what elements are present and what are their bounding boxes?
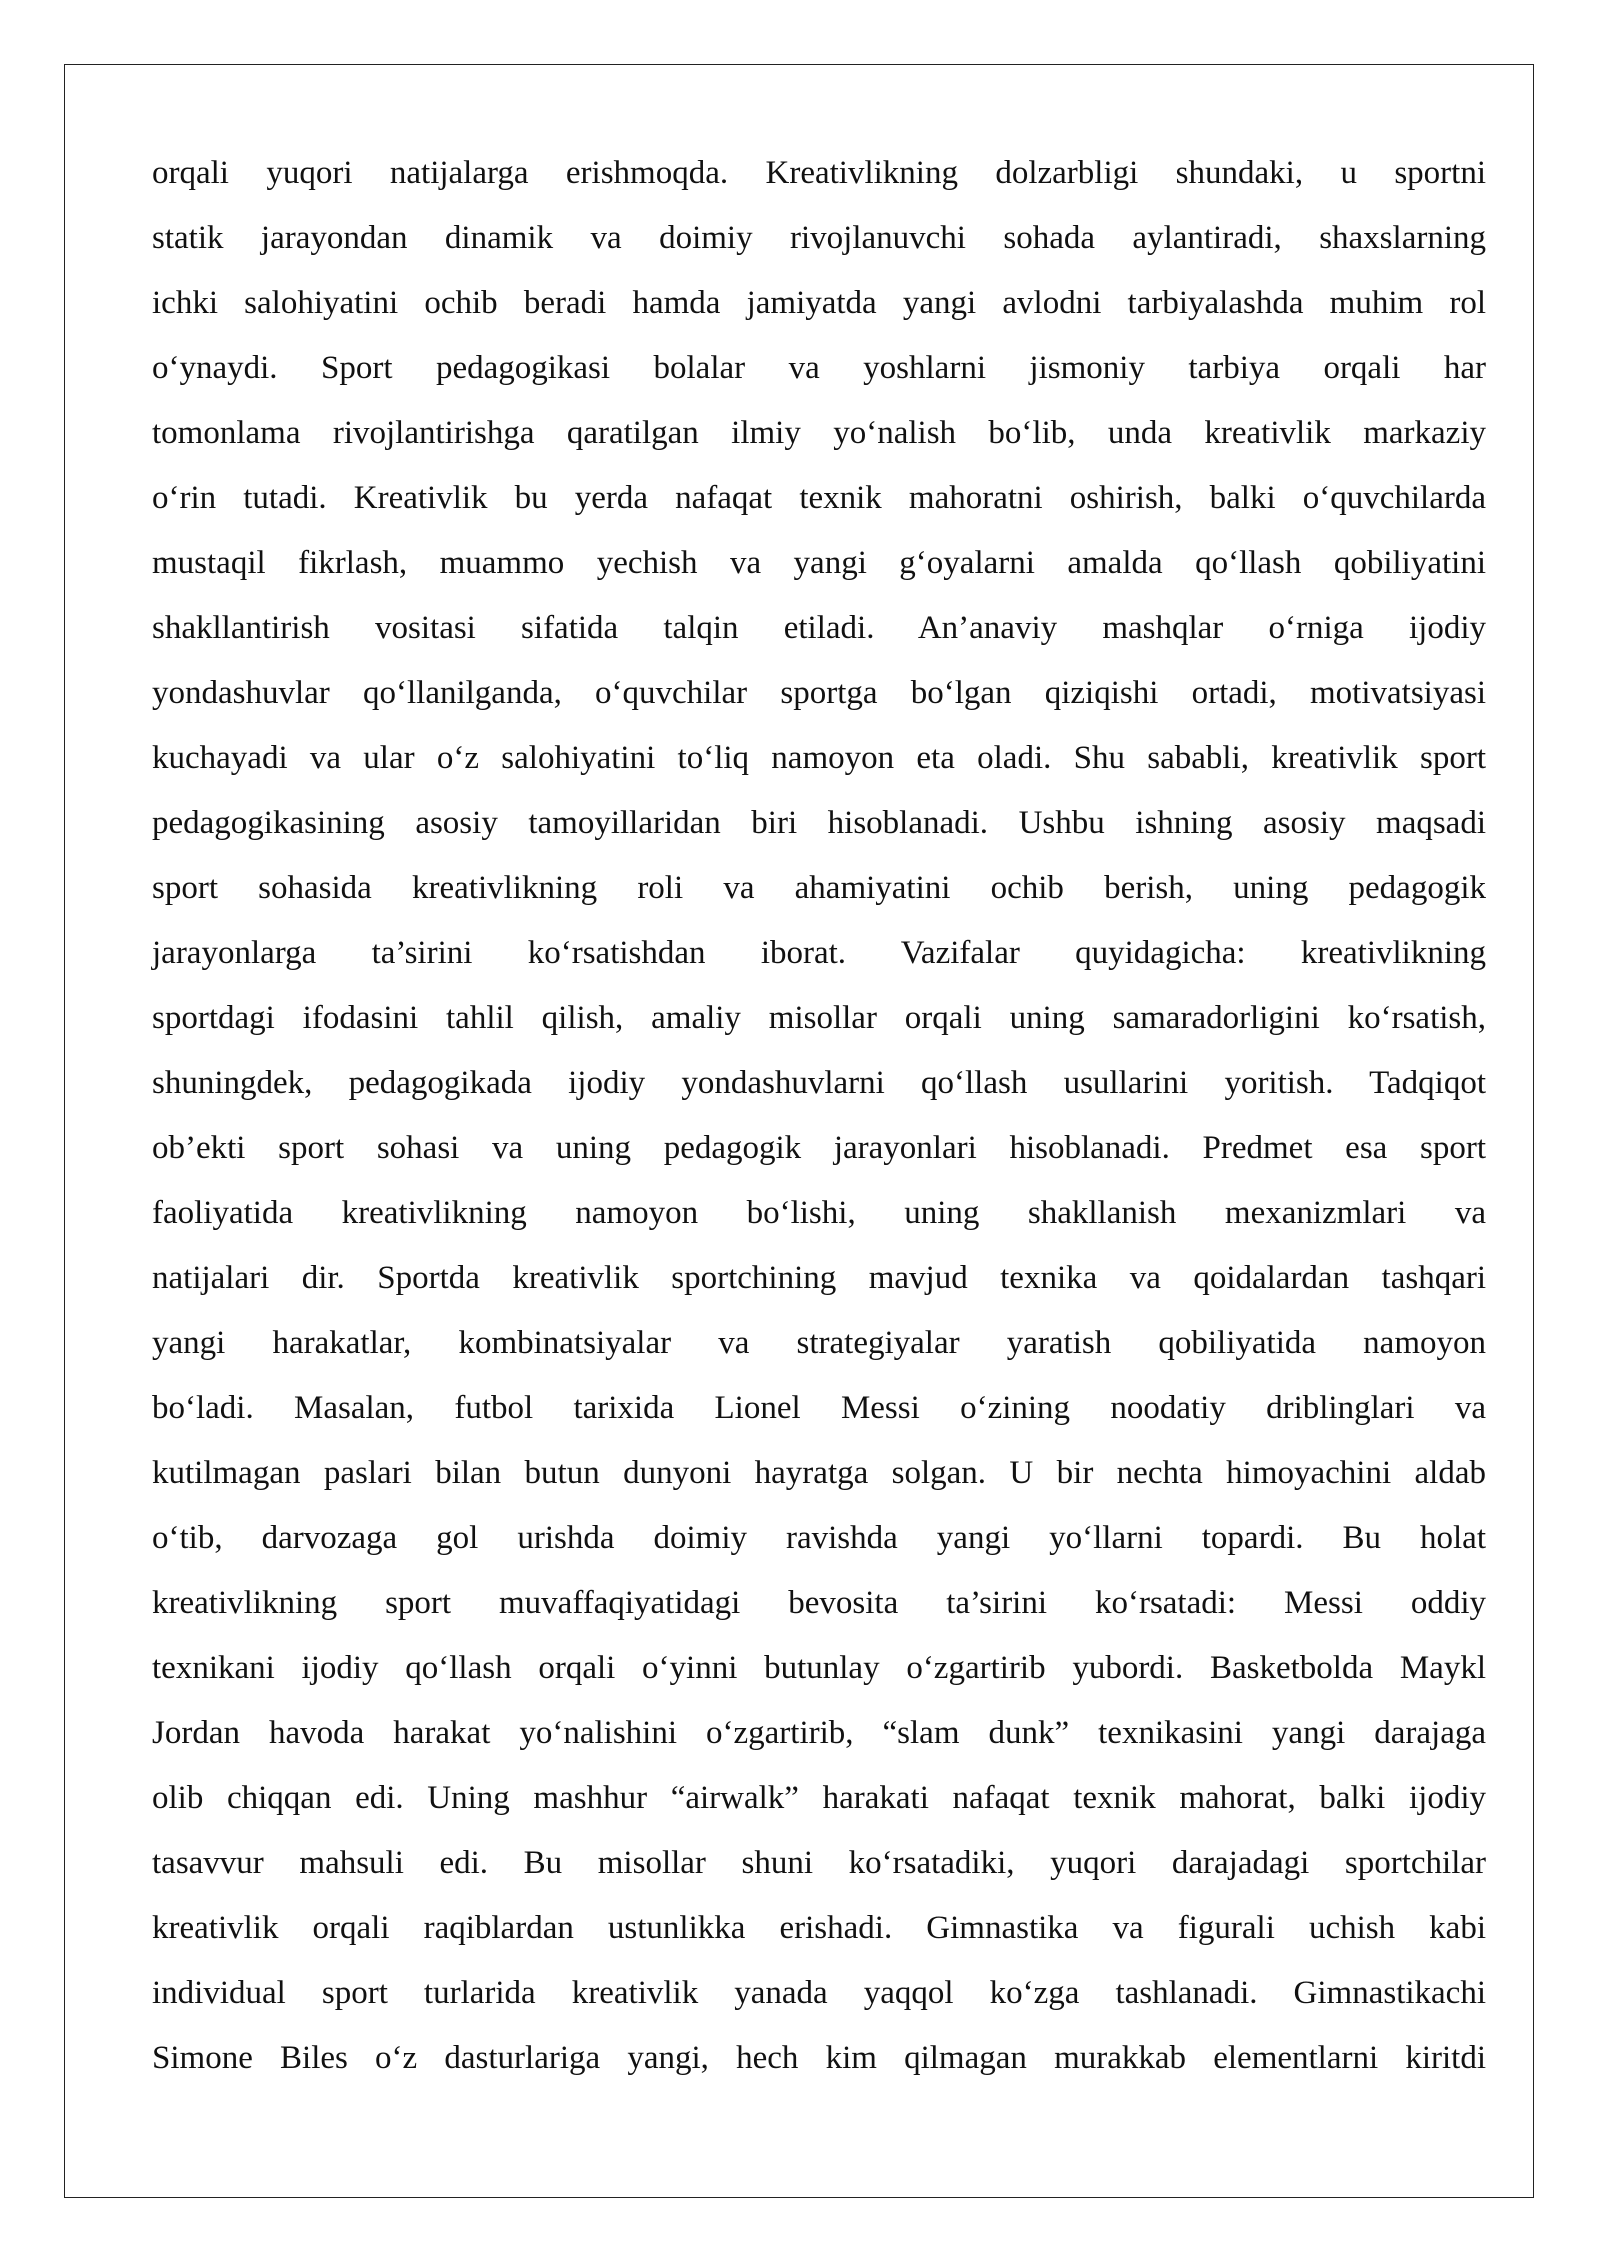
text-line: individual sport turlarida kreativlik yanada yaqqol ko‘zga tashlanadi. Gimnastikachi [152,1975,1486,2011]
text-line: texnikani ijodiy qo‘llash orqali o‘yinni butunlay o‘zgartirib yubordi. Basketbolda Maykl [152,1650,1486,1686]
text-line: tasavvur mahsuli edi. Bu misollar shuni ko‘rsatadiki, yuqori darajadagi sportchilar [152,1845,1486,1881]
text-line: olib chiqqan edi. Uning mashhur “airwalk” harakati nafaqat texnik mahorat, balki ijodiy [152,1780,1486,1816]
text-line: Simone Biles o‘z dasturlariga yangi, hech kim qilmagan murakkab elementlarni kiritdi [152,2040,1486,2076]
text-line: yondashuvlar qo‘llanilganda, o‘quvchilar sportga bo‘lgan qiziqishi ortadi, motivatsiyasi [152,675,1486,711]
text-line: natijalari dir. Sportda kreativlik sportchining mavjud texnika va qoidalardan tashqari [152,1260,1486,1296]
text-line: faoliyatida kreativlikning namoyon bo‘lishi, uning shakllanish mexanizmlari va [152,1195,1486,1231]
text-line: shakllantirish vositasi sifatida talqin etiladi. An’anaviy mashqlar o‘rniga ijodiy [152,610,1486,646]
text-line: jarayonlarga ta’sirini ko‘rsatishdan iborat. Vazifalar quyidagicha: kreativlikning [152,935,1486,971]
text-line: sportdagi ifodasini tahlil qilish, amaliy misollar orqali uning samaradorligini ko‘rsatish, [152,1000,1486,1036]
text-line: shuningdek, pedagogikada ijodiy yondashuvlarni qo‘llash usullarini yoritish. Tadqiqot [152,1065,1486,1101]
text-line: kutilmagan paslari bilan butun dunyoni hayratga solgan. U bir nechta himoyachini aldab [152,1455,1486,1491]
document-body [152,141,1486,2091]
text-line: o‘rin tutadi. Kreativlik bu yerda nafaqat texnik mahoratni oshirish, balki o‘quvchilarda [152,480,1486,516]
text-line: ichki salohiyatini ochib beradi hamda jamiyatda yangi avlodni tarbiyalashda muhim rol [152,285,1486,321]
text-line: yangi harakatlar, kombinatsiyalar va strategiyalar yaratish qobiliyatida namoyon [152,1325,1486,1361]
text-line: pedagogikasining asosiy tamoyillaridan biri hisoblanadi. Ushbu ishning asosiy maqsadi [152,805,1486,841]
text-line: kreativlikning sport muvaffaqiyatidagi bevosita ta’sirini ko‘rsatadi: Messi oddiy [152,1585,1486,1621]
text-line: o‘tib, darvozaga gol urishda doimiy ravishda yangi yo‘llarni topardi. Bu holat [152,1520,1486,1556]
text-line: kreativlik orqali raqiblardan ustunlikka erishadi. Gimnastika va figurali uchish kabi [152,1910,1486,1946]
text-line: ob’ekti sport sohasi va uning pedagogik jarayonlari hisoblanadi. Predmet esa sport [152,1130,1486,1166]
text-line: statik jarayondan dinamik va doimiy rivojlanuvchi sohada aylantiradi, shaxslarning [152,220,1486,256]
text-line: Jordan havoda harakat yo‘nalishini o‘zgartirib, “slam dunk” texnikasini yangi darajaga [152,1715,1486,1751]
text-line: o‘ynaydi. Sport pedagogikasi bolalar va yoshlarni jismoniy tarbiya orqali har [152,350,1486,386]
text-line: bo‘ladi. Masalan, futbol tarixida Lionel Messi o‘zining noodatiy driblinglari va [152,1390,1486,1426]
text-line: orqali yuqori natijalarga erishmoqda. Kreativlikning dolzarbligi shundaki, u sportni [152,155,1486,191]
text-line: kuchayadi va ular o‘z salohiyatini to‘liq namoyon eta oladi. Shu sababli, kreativlik sport [152,740,1486,776]
text-line: tomonlama rivojlantirishga qaratilgan ilmiy yo‘nalish bo‘lib, unda kreativlik markaziy [152,415,1486,451]
text-line: mustaqil fikrlash, muammo yechish va yangi g‘oyalarni amalda qo‘llash qobiliyatini [152,545,1486,581]
text-line: sport sohasida kreativlikning roli va ahamiyatini ochib berish, uning pedagogik [152,870,1486,906]
